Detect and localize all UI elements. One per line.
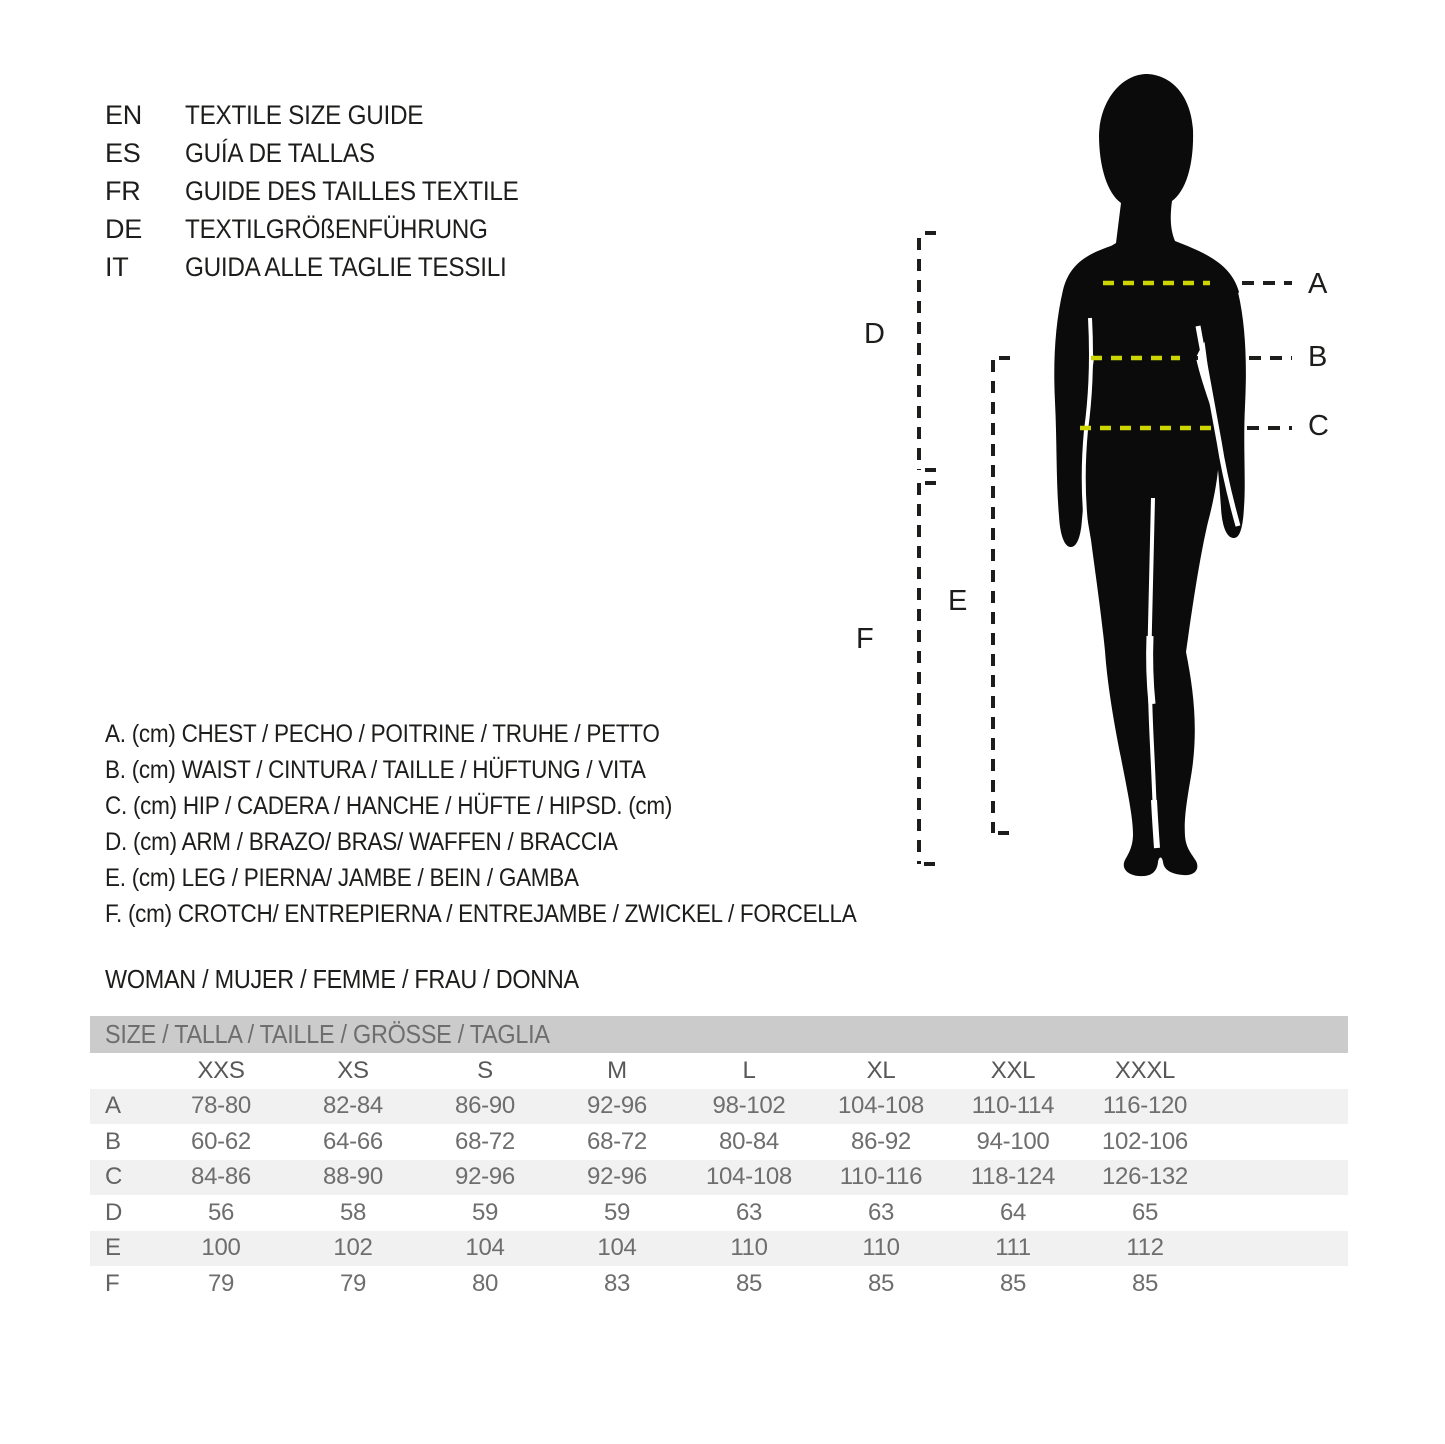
value-cell: 110-114 bbox=[971, 1092, 1055, 1120]
value-cell: 80-84 bbox=[719, 1127, 779, 1155]
value-cell: 68-72 bbox=[455, 1127, 515, 1155]
size-col-header: XL bbox=[866, 1056, 896, 1084]
legend-text: A. (cm) CHEST / PECHO / POITRINE / TRUHE / PETTO bbox=[105, 719, 660, 748]
value-cell: 79 bbox=[339, 1269, 367, 1297]
legend-line bbox=[105, 788, 940, 824]
table-row-E bbox=[90, 1231, 1348, 1267]
value-cell: 79 bbox=[207, 1269, 235, 1297]
legend-line bbox=[105, 716, 940, 752]
value-cell: 60-62 bbox=[191, 1127, 251, 1155]
measurement-legend bbox=[105, 716, 940, 932]
value-cell: 64 bbox=[999, 1198, 1027, 1226]
language-row bbox=[105, 172, 556, 210]
legend-line bbox=[105, 896, 940, 932]
table-row-D bbox=[90, 1195, 1348, 1231]
size-table-title-bar bbox=[90, 1016, 1348, 1053]
size-table bbox=[90, 1016, 1348, 1302]
legend-line bbox=[105, 860, 940, 896]
value-cell: 68-72 bbox=[587, 1127, 647, 1155]
value-cell: 85 bbox=[1131, 1269, 1159, 1297]
language-code: DE bbox=[105, 213, 142, 244]
value-cell: 85 bbox=[999, 1269, 1027, 1297]
value-cell: 98-102 bbox=[712, 1092, 786, 1120]
value-cell: 110 bbox=[730, 1234, 768, 1262]
size-col-header: XXXL bbox=[1114, 1056, 1176, 1084]
value-cell: 94-100 bbox=[976, 1127, 1050, 1155]
value-cell: 56 bbox=[207, 1198, 235, 1226]
row-label: E bbox=[105, 1234, 121, 1262]
language-code: IT bbox=[105, 251, 129, 282]
language-title: TEXTILGRÖßENFÜHRUNG bbox=[185, 213, 488, 244]
woman-section-heading bbox=[105, 964, 632, 995]
size-table-title: SIZE / TALLA / TAILLE / GRÖSSE / TAGLIA bbox=[105, 1019, 550, 1049]
arm-measure-ticks bbox=[925, 233, 936, 470]
language-row bbox=[105, 210, 556, 248]
size-col-header: XS bbox=[337, 1056, 369, 1084]
legend-text: C. (cm) HIP / CADERA / HANCHE / HÜFTE / HIPSD. (cm) bbox=[105, 791, 673, 820]
label-hip-C: C bbox=[1308, 410, 1329, 442]
value-cell: 102-106 bbox=[1102, 1127, 1188, 1155]
row-label: C bbox=[105, 1163, 123, 1191]
legend-text: D. (cm) ARM / BRAZO/ BRAS/ WAFFEN / BRACCIA bbox=[105, 827, 618, 856]
language-row bbox=[105, 248, 556, 286]
size-col-header: S bbox=[477, 1056, 493, 1084]
legend-text: F. (cm) CROTCH/ ENTREPIERNA / ENTREJAMBE / ZWICKEL / FORCELLA bbox=[105, 899, 857, 928]
language-code: ES bbox=[105, 137, 141, 168]
left-arm-gap bbox=[1084, 318, 1091, 524]
value-cell: 59 bbox=[603, 1198, 631, 1226]
value-cell: 63 bbox=[867, 1198, 895, 1226]
value-cell: 112 bbox=[1126, 1234, 1164, 1262]
language-row bbox=[105, 96, 556, 134]
value-cell: 92-96 bbox=[587, 1092, 647, 1120]
language-title: GUIDA ALLE TAGLIE TESSILI bbox=[185, 251, 507, 282]
row-label: A bbox=[105, 1092, 121, 1120]
value-cell: 92-96 bbox=[587, 1163, 647, 1191]
value-cell: 100 bbox=[201, 1234, 241, 1262]
woman-silhouette-right-arm bbox=[1177, 244, 1246, 538]
value-cell: 110-116 bbox=[839, 1163, 923, 1191]
language-title: TEXTILE SIZE GUIDE bbox=[185, 99, 424, 130]
ankle-gap bbox=[1154, 800, 1157, 848]
value-cell: 83 bbox=[603, 1269, 631, 1297]
value-cell: 64-66 bbox=[323, 1127, 383, 1155]
woman-silhouette-body bbox=[1077, 74, 1239, 876]
legend-line bbox=[105, 824, 940, 860]
size-col-header: XXS bbox=[197, 1056, 245, 1084]
table-row-F bbox=[90, 1266, 1348, 1302]
value-cell: 111 bbox=[995, 1234, 1031, 1262]
language-title: GUÍA DE TALLAS bbox=[185, 137, 375, 168]
value-cell: 84-86 bbox=[191, 1163, 251, 1191]
legend-line bbox=[105, 752, 940, 788]
value-cell: 104 bbox=[465, 1234, 505, 1262]
value-cell: 80 bbox=[471, 1269, 499, 1297]
row-label: D bbox=[105, 1198, 123, 1226]
woman-heading-text: WOMAN / MUJER / FEMME / FRAU / DONNA bbox=[105, 964, 579, 994]
label-leg-E: E bbox=[948, 585, 968, 617]
language-title: GUIDE DES TAILLES TEXTILE bbox=[185, 175, 519, 206]
value-cell: 102 bbox=[333, 1234, 373, 1262]
label-arm-D: D bbox=[864, 318, 885, 350]
language-code: FR bbox=[105, 175, 141, 206]
size-col-header: M bbox=[607, 1056, 627, 1084]
table-row-B bbox=[90, 1124, 1348, 1160]
value-cell: 86-92 bbox=[851, 1127, 911, 1155]
table-row-C bbox=[90, 1160, 1348, 1196]
knee-gap bbox=[1150, 636, 1152, 704]
value-cell: 59 bbox=[471, 1198, 499, 1226]
legend-text: E. (cm) LEG / PIERNA/ JAMBE / BEIN / GAMBA bbox=[105, 863, 579, 892]
leg-measure-ticks bbox=[998, 358, 1010, 833]
value-cell: 104-108 bbox=[706, 1163, 792, 1191]
value-cell: 88-90 bbox=[323, 1163, 383, 1191]
value-cell: 85 bbox=[735, 1269, 763, 1297]
table-row-A bbox=[90, 1089, 1348, 1125]
label-crotch-F: F bbox=[856, 623, 874, 655]
size-col-header: L bbox=[742, 1056, 756, 1084]
value-cell: 58 bbox=[339, 1198, 367, 1226]
label-waist-B: B bbox=[1308, 341, 1328, 373]
size-header-row bbox=[90, 1053, 1348, 1089]
value-cell: 118-124 bbox=[970, 1163, 1056, 1191]
language-title-block bbox=[105, 96, 556, 286]
label-chest-A: A bbox=[1308, 268, 1328, 300]
value-cell: 116-120 bbox=[1102, 1092, 1188, 1120]
right-arm-gap bbox=[1198, 326, 1238, 526]
row-label: F bbox=[105, 1269, 120, 1297]
value-cell: 82-84 bbox=[323, 1092, 383, 1120]
value-cell: 104 bbox=[597, 1234, 637, 1262]
size-col-header: XXL bbox=[990, 1056, 1036, 1084]
language-code: EN bbox=[105, 99, 142, 130]
row-label: B bbox=[105, 1127, 121, 1155]
value-cell: 92-96 bbox=[455, 1163, 515, 1191]
woman-silhouette-left-arm bbox=[1054, 244, 1117, 547]
value-cell: 86-90 bbox=[455, 1092, 515, 1120]
value-cell: 85 bbox=[867, 1269, 895, 1297]
value-cell: 65 bbox=[1131, 1198, 1159, 1226]
value-cell: 104-108 bbox=[838, 1092, 924, 1120]
value-cell: 110 bbox=[862, 1234, 900, 1262]
inner-leg-gap bbox=[1150, 498, 1156, 842]
value-cell: 78-80 bbox=[191, 1092, 251, 1120]
value-cell: 63 bbox=[735, 1198, 763, 1226]
language-row bbox=[105, 134, 556, 172]
legend-text: B. (cm) WAIST / CINTURA / TAILLE / HÜFTUNG / VITA bbox=[105, 755, 646, 784]
value-cell: 126-132 bbox=[1102, 1163, 1188, 1191]
